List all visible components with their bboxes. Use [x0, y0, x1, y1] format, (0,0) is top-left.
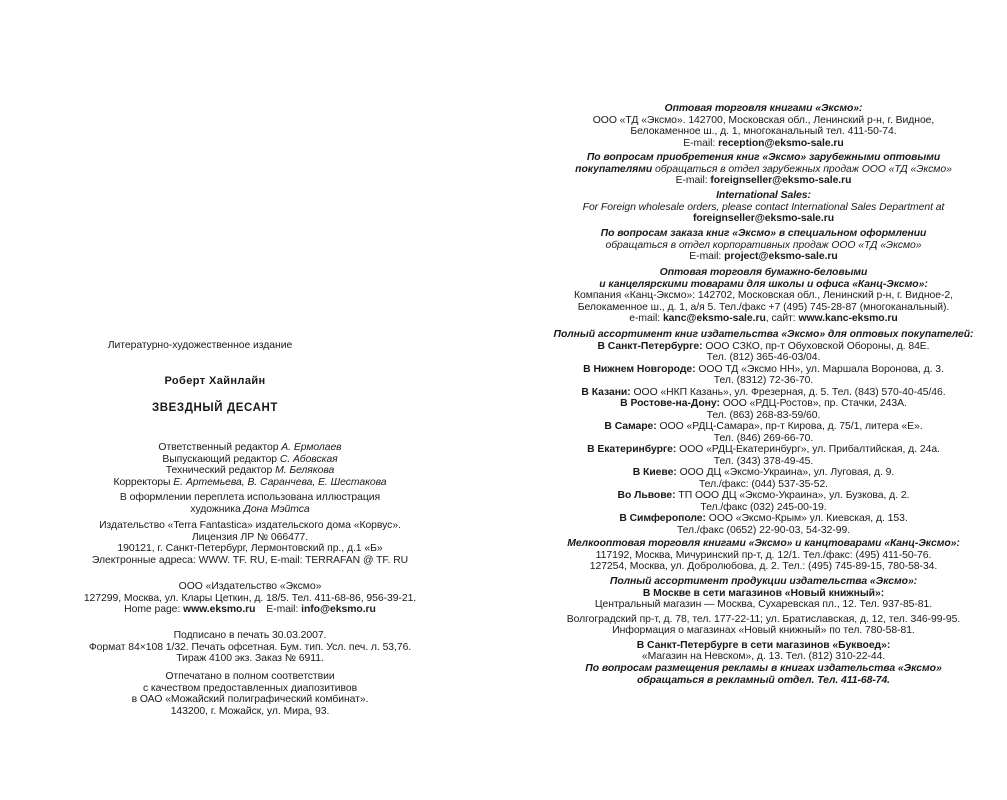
- credit-names: Е. Артемьева, В. Саранчева, Е. Шестакова: [173, 476, 387, 488]
- author-block: [0, 376, 430, 388]
- special-email[interactable]: project@eksmo-sale.ru: [724, 251, 838, 262]
- city-text: ООО «НКП Казань», ул. Фрезерная, д. 5. Тел. (843) 570-40-45/46.: [633, 386, 946, 398]
- city-entry: [520, 444, 1007, 456]
- city-name: Во Львове:: [617, 490, 676, 501]
- city-tel: Тел. (846) 269-66-70.: [713, 432, 814, 444]
- city-name: В Киеве:: [632, 467, 677, 478]
- intl-line: For Foreign wholesale orders, please contact International Sales Department at: [582, 201, 945, 213]
- foreign-dept: обращаться в отдел зарубежных продаж ООО «ТД «Эксмо»: [655, 163, 952, 175]
- credit-role: Технический редактор: [165, 465, 273, 476]
- eksmo-contacts: [0, 604, 500, 616]
- special-line: обращаться в отдел корпоративных продаж ООО «ТД «Эксмо»: [605, 239, 922, 251]
- foreign-email[interactable]: foreignseller@eksmo-sale.ru: [710, 175, 852, 186]
- publisher-line: Издательство «Terra Fantastica» издательского дома «Корвус».: [99, 520, 401, 531]
- email-link[interactable]: info@eksmo.ru: [301, 604, 376, 615]
- city-tel: Тел./факс (0652) 22-90-03, 54-32-99.: [676, 524, 851, 536]
- city-tel: Тел. (343) 378-49-45.: [713, 455, 814, 467]
- special-email-label: E-mail:: [689, 251, 722, 262]
- city-entry: [520, 387, 1007, 399]
- wholesale-title: Оптовая торговля книгами «Эксмо»:: [664, 103, 863, 114]
- intl-email[interactable]: foreignseller@eksmo-sale.ru: [692, 213, 835, 224]
- city-text: ООО «РДЦ-Самара», пр-т Кирова, д. 75/1, литера «Е».: [659, 421, 923, 432]
- city-text: ООО ТД «Эксмо НН», ул. Маршала Воронова, д. 3.: [698, 363, 944, 375]
- moscow-title: В Москве в сети магазинов «Новый книжный»:: [642, 587, 885, 599]
- eksmo-block: [0, 581, 500, 616]
- print-line: Тираж 4100 экз. Заказ № 6911.: [176, 653, 324, 664]
- kanc-contacts: [520, 313, 1007, 325]
- small-line: 127254, Москва, ул. Добролюбова, д. 2. Тел.: (495) 745-89-15, 780-58-34.: [589, 561, 938, 572]
- foreign-block: [520, 152, 1007, 187]
- wholesale-line: ООО «ТД «Эксмо». 142700, Московская обл., Ленинский р-н, г. Видное,: [592, 114, 935, 126]
- retail-block: [520, 576, 1007, 663]
- retail-title: Полный ассортимент продукции издательства «Эксмо»:: [609, 576, 918, 587]
- credit-line: [0, 477, 500, 489]
- print-line: Формат 84×108 1/32. Печать офсетная. Бум. тип. Усл. печ. л. 53,76.: [88, 641, 412, 653]
- credit-role: Ответственный редактор: [158, 442, 279, 453]
- wholesale-email-line: [520, 138, 1007, 150]
- edition-type-block: [0, 340, 400, 352]
- kanc-line: Компания «Канц-Эксмо»: 142702, Московская обл., Ленинский р-н, г. Видное-2,: [574, 290, 953, 301]
- city-name: В Самаре:: [604, 421, 657, 432]
- city-text: ООО СЗКО, пр-т Обуховской Обороны, д. 84Е.: [705, 340, 930, 352]
- city-tel: Тел. (812) 365-46-03/04.: [706, 352, 821, 363]
- kanc-line: Белокаменное ш., д. 1, а/я 5. Тел./факс +7 (495) 745-28-87 (многоканальный).: [577, 301, 950, 313]
- kanc-title: Оптовая торговля бумажно-беловыми: [659, 267, 868, 278]
- city-name: В Екатеринбурге:: [587, 444, 677, 455]
- kanc-title: и канцелярскими товарами для школы и офиса «Канц-Эксмо»:: [599, 278, 928, 290]
- printer-line: 143200, г. Можайск, ул. Мира, 93.: [170, 705, 330, 717]
- foreign-email-line: [520, 175, 1007, 187]
- city-text: ООО «РДЦ-Ростов», пр. Стачки, 243А.: [722, 398, 907, 409]
- publisher-electronic: Электронные адреса: WWW. TF. RU, E-mail: TERRAFAN @ TF. RU: [91, 554, 409, 566]
- eksmo-address: 127299, Москва, ул. Клары Цеткин, д. 18/5. Тел. 411-68-86, 956-39-21.: [83, 592, 417, 604]
- city-text: ООО «Эксмо-Крым» ул. Киевская, д. 153.: [708, 513, 908, 524]
- eksmo-name: ООО «Издательство «Эксмо»: [178, 581, 322, 592]
- cover-info-block: [0, 492, 500, 515]
- international-block: [520, 190, 1007, 225]
- email-label: E-mail:: [266, 604, 299, 615]
- kanc-site-label: , сайт:: [765, 313, 796, 324]
- credit-line: [0, 454, 500, 466]
- city-tel: Тел. (863) 268-83-59/60.: [706, 409, 821, 421]
- kanc-email[interactable]: kanc@eksmo-sale.ru: [662, 313, 766, 324]
- special-email-line: [520, 251, 1007, 263]
- wholesale-email[interactable]: reception@eksmo-sale.ru: [718, 137, 844, 149]
- city-entry: [520, 398, 1007, 410]
- city-name: В Ростове-на-Дону:: [620, 398, 720, 409]
- print-info-block: [0, 630, 500, 665]
- small-title: Мелкооптовая торговля книгами «Эксмо» и канцтоварами «Канц-Эксмо»:: [567, 538, 960, 549]
- city-entry: [520, 421, 1007, 433]
- publisher-block: [0, 520, 500, 566]
- special-title: По вопросам заказа книг «Эксмо» в специальном оформлении: [600, 228, 927, 239]
- city-tel: Тел./факс (032) 245-00-19.: [700, 501, 827, 513]
- ads-line: По вопросам размещения рекламы в книгах издательства «Эксмо»: [585, 663, 942, 674]
- full-title: Полный ассортимент книг издательства «Эксмо» для оптовых покупателей:: [553, 329, 974, 340]
- spb-line: «Магазин на Невском», д. 13. Тел. (812) 310-22-44.: [641, 651, 886, 662]
- city-entry: [520, 364, 1007, 376]
- ads-block: [520, 663, 1007, 686]
- city-text: ООО ДЦ «Эксмо-Украина», ул. Луговая, д. 9.: [679, 467, 895, 478]
- cover-artist: Дона Мэйтса: [243, 503, 310, 515]
- small-line: 117192, Москва, Мичуринский пр-т, д. 12/1. Тел./факс: (495) 411-50-76.: [595, 549, 932, 561]
- license-line: Лицензия ЛР № 066477.: [191, 531, 309, 543]
- foreign-email-label: E-mail:: [675, 175, 708, 186]
- foreign-title: По вопросам приобретения книг «Эксмо» зарубежными оптовыми: [586, 152, 941, 163]
- printer-line: с качеством предоставленных диапозитивов: [142, 682, 358, 694]
- book-title: ЗВЕЗДНЫЙ ДЕСАНТ: [151, 402, 279, 414]
- cover-prefix: художника: [190, 503, 241, 515]
- printer-line: в ОАО «Можайский полиграфический комбинат».: [131, 694, 369, 705]
- homepage-link[interactable]: www.eksmo.ru: [183, 604, 256, 615]
- foreign-line: [520, 164, 1007, 176]
- city-text: ТП ООО ДЦ «Эксмо-Украина», ул. Бузкова, д. 2.: [678, 490, 910, 501]
- author-name: Роберт Хайнлайн: [164, 375, 266, 387]
- credit-line: [0, 442, 500, 454]
- wholesale-block: [520, 103, 1007, 149]
- kanc-site[interactable]: www.kanc-eksmo.ru: [798, 313, 898, 324]
- moscow-line: Информация о магазинах «Новый книжный» по тел. 780-58-81.: [612, 625, 915, 636]
- publisher-address: 190121, г. Санкт-Петербург, Лермонтовский пр., д.1 «Б»: [117, 543, 383, 554]
- credits-block: [0, 442, 500, 488]
- small-wholesale-block: [520, 538, 1007, 573]
- city-tel: Тел. (8312) 72-36-70.: [713, 375, 814, 386]
- credit-role: Корректоры: [113, 476, 171, 488]
- full-assortment-block: [520, 329, 1007, 536]
- city-tel: Тел./факс: (044) 537-35-52.: [698, 478, 829, 490]
- city-name: В Санкт-Петербурге:: [597, 340, 703, 352]
- special-block: [520, 228, 1007, 263]
- city-entry: [520, 467, 1007, 479]
- city-name: В Симферополе:: [619, 513, 706, 524]
- printer-block: [0, 671, 500, 717]
- title-block: [0, 403, 430, 415]
- moscow-line: Волгоградский пр-т, д. 78, тел. 177-22-11; ул. Братиславская, д. 12, тел. 346-99-95.: [566, 613, 961, 625]
- wholesale-line: Белокаменное ш., д. 1, многоканальный тел. 411-50-74.: [630, 126, 897, 137]
- spb-title: В Санкт-Петербурге в сети магазинов «Буквоед»:: [636, 639, 891, 651]
- printer-line: Отпечатано в полном соответствии: [165, 671, 335, 682]
- left-page: [0, 0, 500, 800]
- city-entry: [520, 490, 1007, 502]
- homepage-label: Home page:: [124, 604, 181, 615]
- credit-names: А. Ермолаев: [281, 442, 342, 453]
- city-name: В Казани:: [581, 386, 631, 398]
- right-page: [520, 0, 1007, 800]
- wholesale-email-label: E-mail:: [683, 137, 716, 149]
- kanc-email-label: e-mail:: [629, 313, 661, 324]
- intl-title: International Sales:: [716, 190, 811, 201]
- kanc-block: [520, 267, 1007, 325]
- foreign-title-part: покупателями: [575, 163, 653, 175]
- ads-line: обращаться в рекламный отдел. Тел. 411-68-74.: [636, 674, 891, 686]
- city-text: ООО «РДЦ-Екатеринбург», ул. Прибалтийская, д. 24а.: [679, 444, 940, 455]
- city-name: В Нижнем Новгороде:: [583, 363, 696, 375]
- credit-names: С. Абовская: [279, 453, 338, 465]
- print-line: Подписано в печать 30.03.2007.: [173, 630, 327, 641]
- cover-line: В оформлении переплета использована иллюстрация: [119, 492, 381, 503]
- city-entry: [520, 341, 1007, 353]
- credit-role: Выпускающий редактор: [162, 453, 278, 465]
- credit-line: [0, 465, 500, 477]
- city-entry: [520, 513, 1007, 525]
- edition-type: Литературно-художественное издание: [107, 340, 293, 351]
- moscow-line: Центральный магазин — Москва, Сухаревская пл., 12. Тел. 937-85-81.: [594, 599, 933, 610]
- credit-names: М. Белякова: [275, 465, 335, 476]
- cover-artist-line: [0, 504, 500, 516]
